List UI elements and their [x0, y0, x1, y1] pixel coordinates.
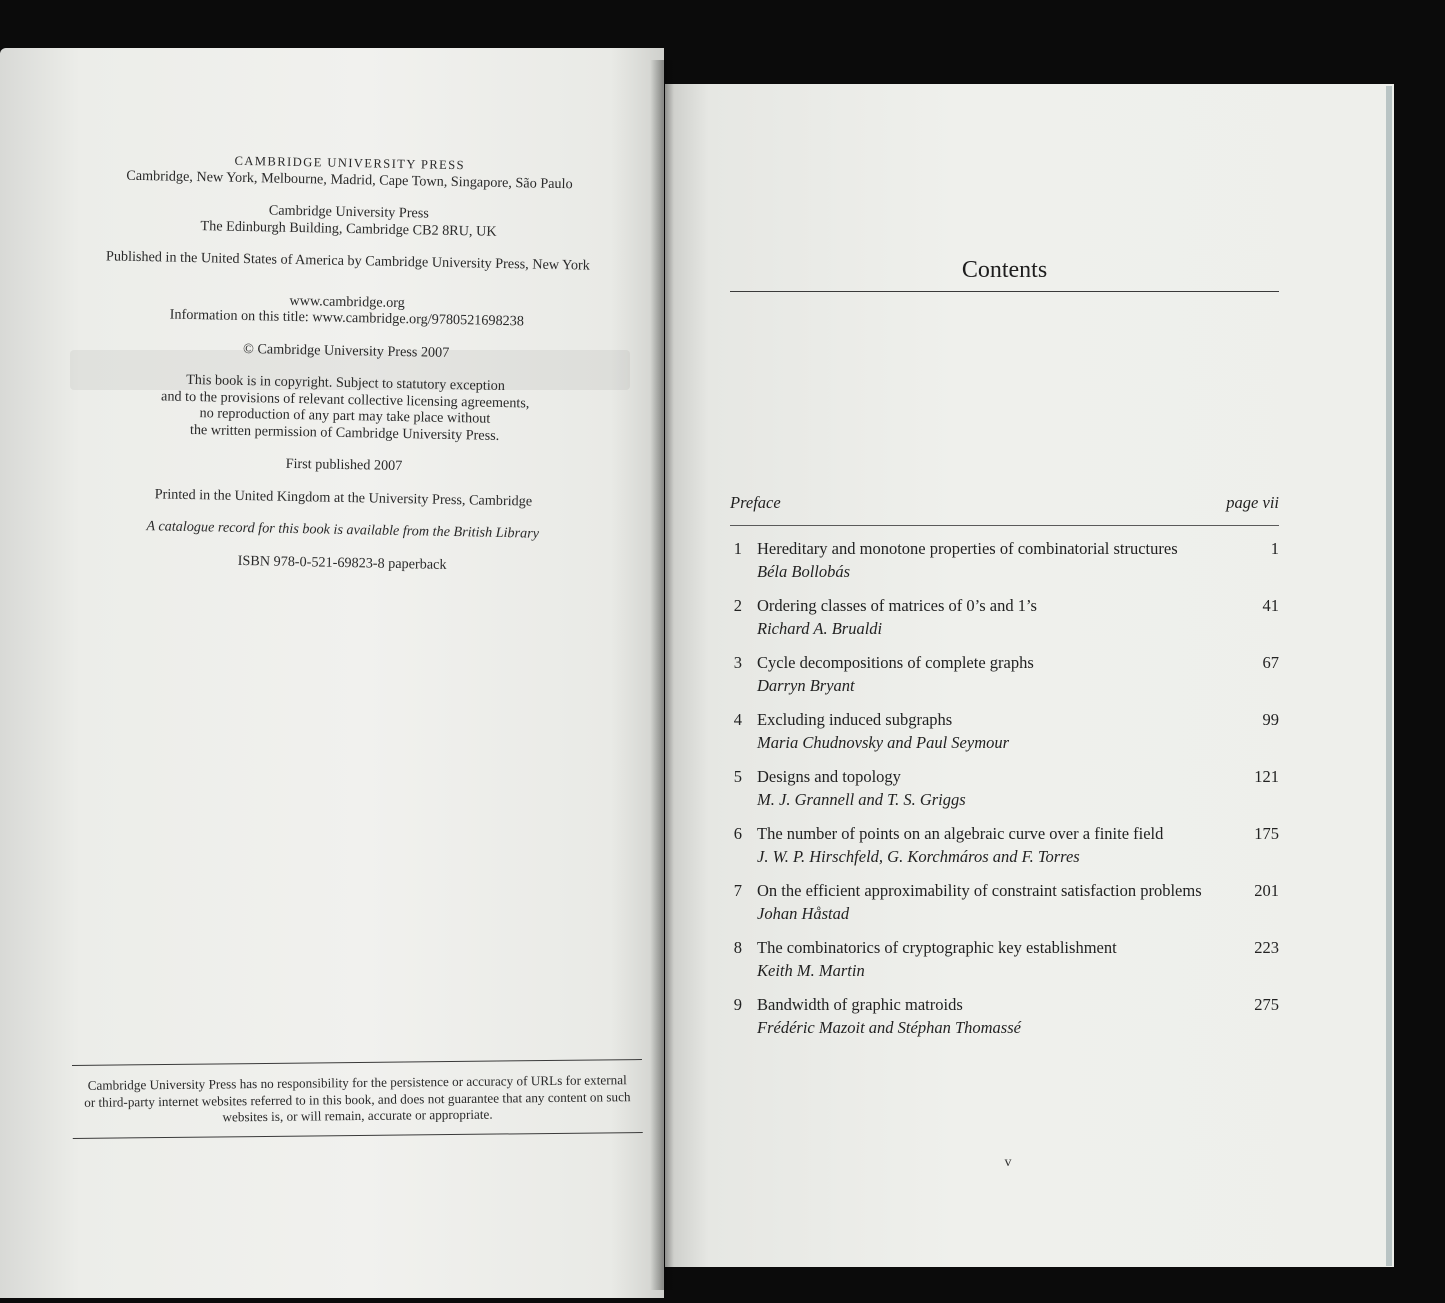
toc-entry[interactable]: [730, 823, 1279, 880]
chapter-authors: Richard A. Brualdi: [757, 619, 883, 638]
printed-in: Printed in the United Kingdom at the University Press, Cambridge: [154, 485, 533, 510]
chapter-number: 8: [733, 938, 742, 957]
chapter-page: 41: [1262, 596, 1279, 615]
copyright-notice-line: no reproduction of any part may take place without: [199, 405, 491, 427]
chapter-title: On the efficient approximability of constraint satisfaction problems: [757, 881, 1202, 900]
isbn: ISBN 978-0-521-69823-8 paperback: [237, 552, 447, 573]
imprint-name: Cambridge University Press: [268, 202, 429, 222]
imprint-address: The Edinburgh Building, Cambridge CB2 8RU, UK: [200, 217, 497, 240]
chapter-authors: Maria Chudnovsky and Paul Seymour: [757, 733, 1010, 752]
chapter-title: Ordering classes of matrices of 0’s and 1’s: [757, 596, 1037, 615]
chapter-number: 4: [733, 710, 742, 729]
url-disclaimer-box: [72, 1059, 643, 1138]
toc-preface-row[interactable]: [730, 493, 1279, 526]
chapter-page: 121: [1254, 767, 1279, 786]
chapter-title: Excluding induced subgraphs: [757, 710, 953, 729]
publisher-website: www.cambridge.org: [289, 292, 406, 311]
publisher-cities: Cambridge, New York, Melbourne, Madrid, Cape Town, Singapore, São Paulo: [126, 167, 573, 192]
chapter-number: 5: [733, 767, 742, 786]
toc-entry[interactable]: [730, 880, 1279, 937]
chapter-page: 223: [1254, 938, 1279, 957]
copyright-notice-line: This book is in copyright. Subject to statutory exception: [186, 371, 506, 395]
toc-preface-label: Preface: [730, 493, 781, 512]
chapter-title: The number of points on an algebraic curve over a finite field: [757, 824, 1164, 843]
copyright-block: [82, 150, 610, 584]
table-of-contents: [730, 538, 1279, 1051]
chapter-number: 3: [733, 653, 742, 672]
chapter-number: 7: [733, 881, 742, 900]
chapter-authors: Darryn Bryant: [757, 676, 855, 695]
toc-entry[interactable]: [730, 937, 1279, 994]
chapter-number: 2: [733, 596, 742, 615]
chapter-number: 6: [733, 824, 742, 843]
chapter-page: 275: [1254, 995, 1279, 1014]
chapter-title: Designs and topology: [757, 767, 901, 786]
toc-entry[interactable]: [730, 994, 1279, 1051]
chapter-authors: Keith M. Martin: [757, 961, 865, 980]
catalogue-record: A catalogue record for this book is available from the British Library: [146, 518, 540, 542]
chapter-page: 175: [1254, 824, 1279, 843]
toc-entry[interactable]: [730, 766, 1279, 823]
chapter-page: 1: [1270, 539, 1279, 558]
chapter-authors: Johan Håstad: [757, 904, 850, 923]
page-edge: [1386, 86, 1392, 1266]
copyright-notice-line: the written permission of Cambridge University Press.: [189, 421, 500, 444]
chapter-page: 67: [1262, 653, 1279, 672]
chapter-title: Hereditary and monotone properties of combinatorial structures: [757, 539, 1178, 558]
url-disclaimer-text: Cambridge University Press has no responsibility for the persistence or accuracy of URLs for external or third-party internet websites referred to in this book, and does not guarantee that any content on such websites is, or will remain, accurate or appropriate.: [84, 1072, 631, 1125]
chapter-title: Bandwidth of graphic matroids: [757, 995, 963, 1014]
book-spine-shadow: [650, 60, 674, 1290]
chapter-authors: J. W. P. Hirschfeld, G. Korchmáros and F. Torres: [757, 847, 1080, 866]
page-number: v: [1004, 1155, 1012, 1170]
chapter-number: 9: [733, 995, 742, 1014]
copyright-notice-line: and to the provisions of relevant collective licensing agreements,: [160, 387, 530, 411]
chapter-number: 1: [733, 539, 742, 558]
chapter-authors: Frédéric Mazoit and Stéphan Thomassé: [757, 1018, 1021, 1037]
toc-entry[interactable]: [730, 709, 1279, 766]
publisher-name: CAMBRIDGE UNIVERSITY PRESS: [234, 153, 466, 173]
chapter-authors: M. J. Grannell and T. S. Griggs: [757, 790, 966, 809]
chapter-page: 99: [1262, 710, 1279, 729]
toc-entry[interactable]: [730, 595, 1279, 652]
first-published: First published 2007: [285, 455, 403, 475]
chapter-authors: Béla Bollobás: [757, 562, 851, 581]
toc-preface-page: page vii: [1226, 493, 1279, 512]
copyright-line: © Cambridge University Press 2007: [242, 340, 450, 361]
chapter-page: 201: [1254, 881, 1279, 900]
toc-entry[interactable]: [730, 652, 1279, 709]
chapter-title: Cycle decompositions of complete graphs: [757, 653, 1034, 672]
us-publication-line: Published in the United States of America by Cambridge University Press, New York: [105, 248, 590, 274]
chapter-title: The combinatorics of cryptographic key establishment: [757, 938, 1117, 957]
toc-entry[interactable]: [730, 538, 1279, 595]
contents-heading: Contents: [730, 257, 1279, 292]
title-information-url: Information on this title: www.cambridge.org/9780521698238: [169, 306, 525, 330]
